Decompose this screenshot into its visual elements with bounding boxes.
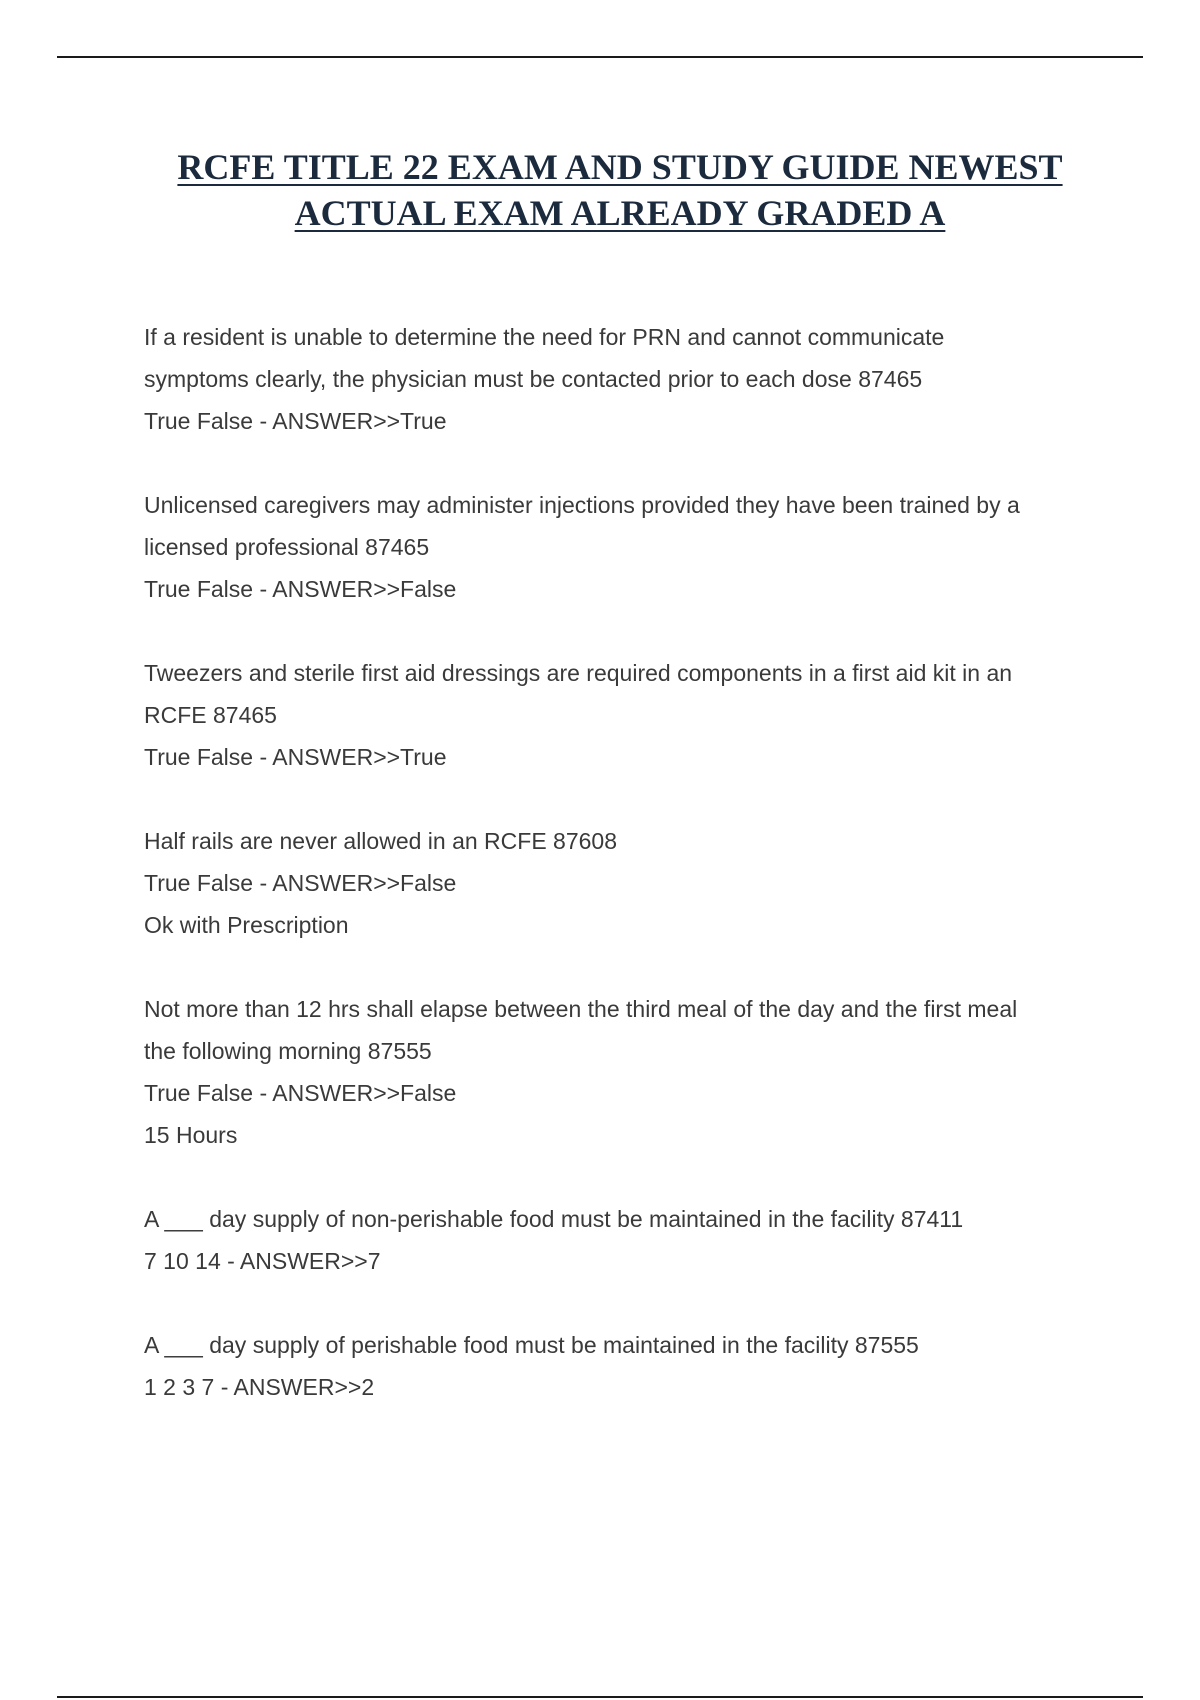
document-title: [0, 144, 1200, 236]
bottom-rule: [57, 1696, 1143, 1698]
qa-item-3: [144, 652, 1084, 778]
question-text: Not more than 12 hrs shall elapse between the third meal of the day and the first meal: [144, 996, 1018, 1022]
answer-note: 15 Hours: [144, 1122, 238, 1148]
question-text: licensed professional 87465: [144, 534, 430, 560]
question-text: Half rails are never allowed in an RCFE 87608: [144, 828, 618, 854]
answer-text: 1 2 3 7 - ANSWER>>2: [144, 1374, 375, 1400]
qa-item-7: [144, 1324, 1084, 1408]
qa-item-4: [144, 820, 1084, 946]
question-text: Unlicensed caregivers may administer injections provided they have been trained by a: [144, 492, 1020, 518]
qa-item-2: [144, 484, 1084, 610]
top-rule: [57, 56, 1143, 58]
question-text: symptoms clearly, the physician must be contacted prior to each dose 87465: [144, 366, 923, 392]
qa-item-1: [144, 316, 1084, 442]
answer-note: Ok with Prescription: [144, 912, 349, 938]
title-line-1: RCFE TITLE 22 EXAM AND STUDY GUIDE NEWEST: [177, 147, 1063, 187]
qa-list: [144, 316, 1084, 1450]
answer-text: True False - ANSWER>>True: [144, 744, 447, 770]
question-text: Tweezers and sterile first aid dressings are required components in a first aid kit in an: [144, 660, 1013, 686]
question-text: If a resident is unable to determine the need for PRN and cannot communicate: [144, 324, 945, 350]
question-text: the following morning 87555: [144, 1038, 432, 1064]
answer-text: True False - ANSWER>>False: [144, 1080, 457, 1106]
answer-text: True False - ANSWER>>True: [144, 408, 447, 434]
question-text: RCFE 87465: [144, 702, 277, 728]
qa-item-5: [144, 988, 1084, 1156]
question-text: A ___ day supply of non-perishable food must be maintained in the facility 87411: [144, 1206, 964, 1232]
answer-text: 7 10 14 - ANSWER>>7: [144, 1248, 381, 1274]
question-text: A ___ day supply of perishable food must be maintained in the facility 87555: [144, 1332, 919, 1358]
answer-text: True False - ANSWER>>False: [144, 576, 457, 602]
answer-text: True False - ANSWER>>False: [144, 870, 457, 896]
title-line-2: ACTUAL EXAM ALREADY GRADED A: [294, 193, 946, 233]
qa-item-6: [144, 1198, 1084, 1282]
